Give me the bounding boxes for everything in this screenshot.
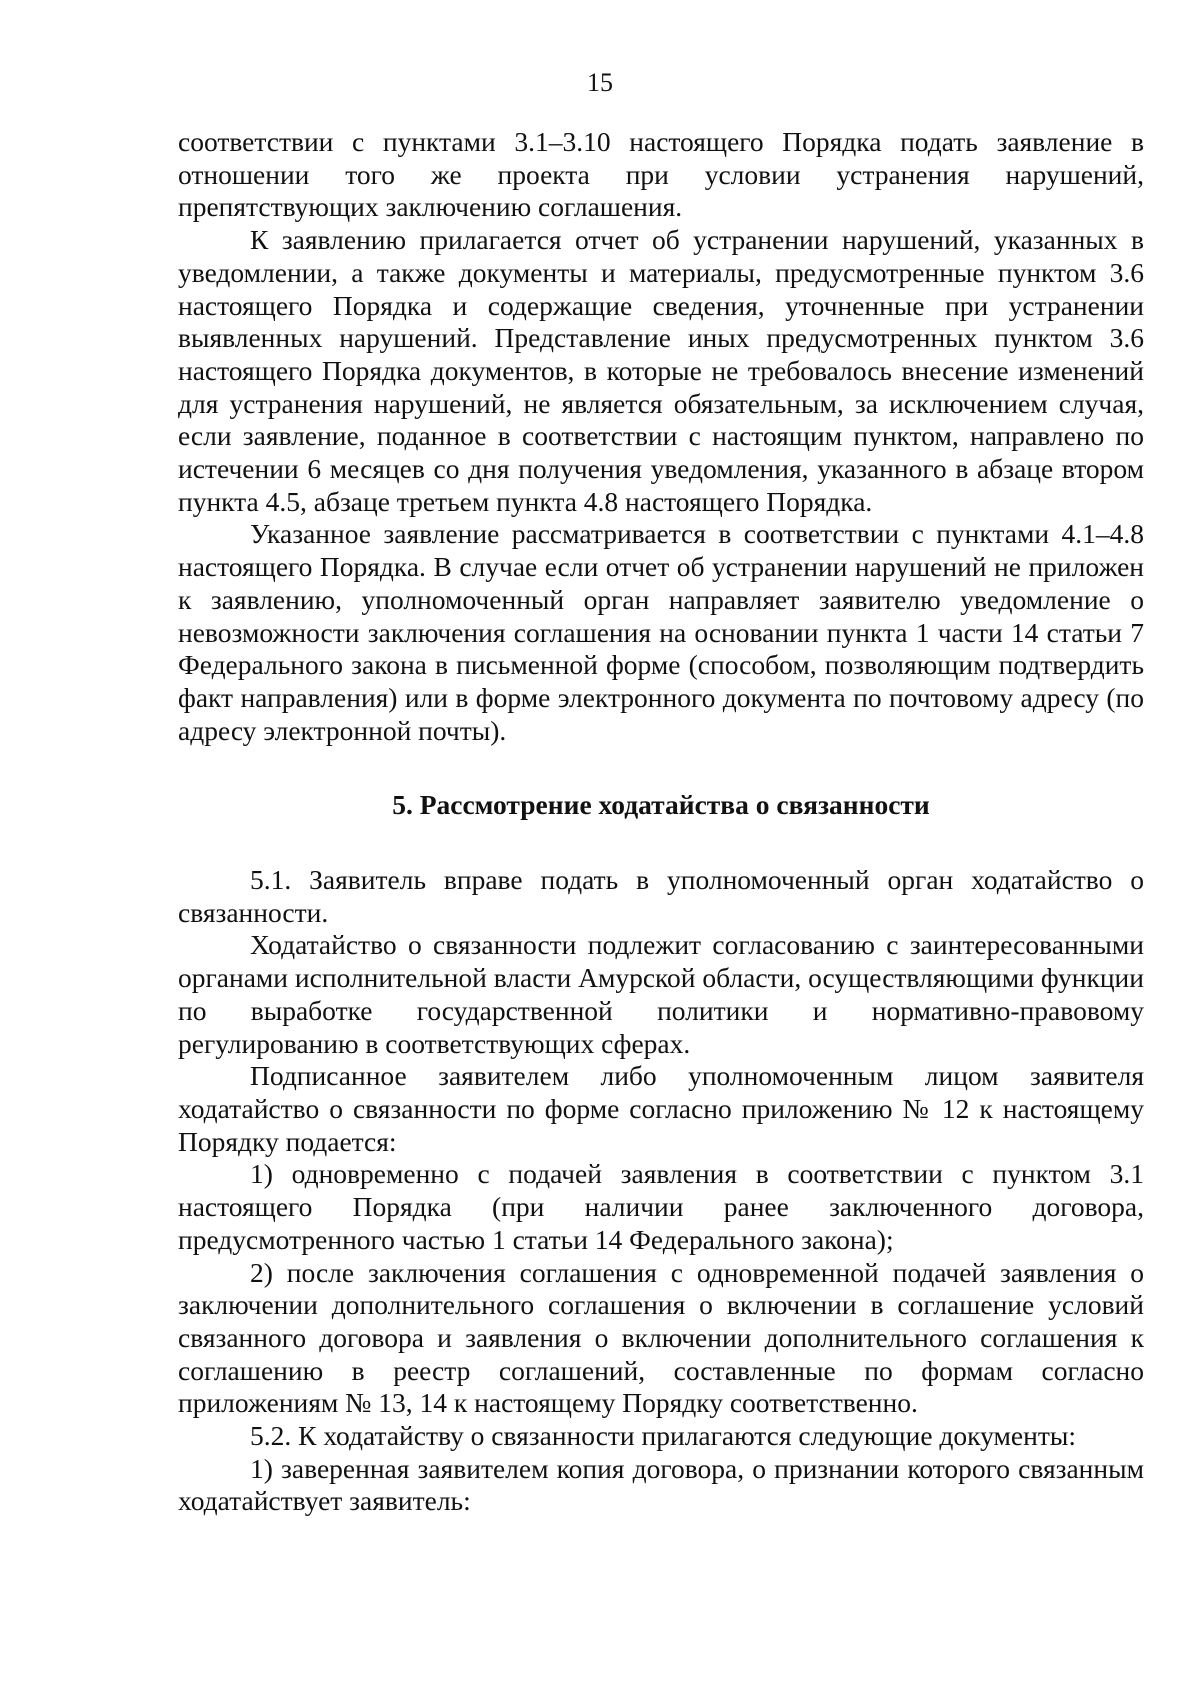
- list-item: 1) заверенная заявителем копия договора, о признании которого связанным ходатайствует заявитель:: [178, 1452, 1144, 1517]
- paragraph: Ходатайство о связанности подлежит согласованию с заинтересованными органами исполнительной власти Амурской области, осуществляющими функции по выработке государственной политики и нормативно-правовому регулированию в соответствующих сферах.: [178, 929, 1144, 1059]
- document-body: [178, 126, 1144, 1518]
- paragraph: Указанное заявление рассматривается в соответствии с пунктами 4.1–4.8 настоящего Порядка. В случае если отчет об устранении нарушений не приложен к заявлению, уполномоченный орган направляет заявителю уведомление о невозможности заключения соглашения на основании пункта 1 части 14 статьи 7 Федерального закона в письменной форме (способом, позволяющим подтвердить факт направления) или в форме электронного документа по почтовому адресу (по адресу электронной почты).: [178, 518, 1144, 746]
- paragraph: 5.1. Заявитель вправе подать в уполномоченный орган ходатайство о связанности.: [178, 864, 1144, 928]
- list-item: 2) после заключения соглашения с одновременной подачей заявления о заключении дополнительного соглашения о включении в соглашение условий связанного договора и заявления о включении дополнительного соглашения к соглашению в реестр соглашений, составленные по формам согласно приложениям № 13, 14 к настоящему Порядку соответственно.: [178, 1256, 1144, 1419]
- paragraph: К заявлению прилагается отчет об устранении нарушений, указанных в уведомлении, а также документы и материалы, предусмотренные пунктом 3.6 настоящего Порядка и содержащие сведения, уточненные при устранении выявленных нарушений. Представление иных предусмотренных пунктом 3.6 настоящего Порядка документов, в которые не требовалось внесение изменений для устранения нарушений, не является обязательным, за исключением случая, если заявление, поданное в соответствии с настоящим пунктом, направлено по истечении 6 месяцев со дня получения уведомления, указанного в абзаце втором пункта 4.5, абзаце третьем пункта 4.8 настоящего Порядка.: [178, 224, 1144, 517]
- list-item: 1) одновременно с подачей заявления в соответствии с пунктом 3.1 настоящего Порядка (при наличии ранее заключенного договора, предусмотренного частью 1 статьи 14 Федерального закона);: [178, 1158, 1144, 1255]
- paragraph: Подписанное заявителем либо уполномоченным лицом заявителя ходатайство о связанности по форме согласно приложению № 12 к настоящему Порядку подается:: [178, 1060, 1144, 1157]
- page-number: 15: [587, 68, 613, 97]
- paragraph: 5.2. К ходатайству о связанности прилагаются следующие документы:: [250, 1420, 1076, 1452]
- paragraph-continuation: соответствии с пунктами 3.1–3.10 настоящего Порядка подать заявление в отношении того же проекта при условии устранения нарушений, препятствующих заключению соглашения.: [178, 126, 1144, 223]
- section-heading: 5. Рассмотрение ходатайства о связанности: [392, 789, 930, 821]
